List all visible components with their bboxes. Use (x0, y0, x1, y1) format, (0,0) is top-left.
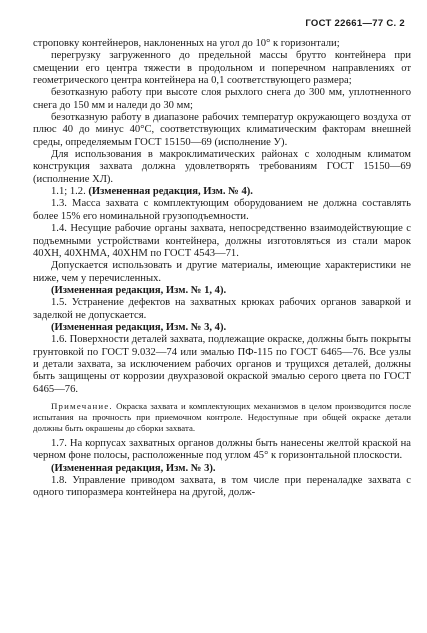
amendment-note: (Измененная редакция, Изм. № 4). (88, 186, 253, 198)
paragraph: Допускается использовать и другие материалы, имеющие характеристики не ниже, чем у перечисленных. (33, 260, 411, 284)
paragraph: 1.6. Поверхности деталей захвата, подлежащие окраске, должны быть покрыты грунтовкой по ГОСТ 9.032—74 или эмалью ПФ-115 по ГОСТ 6465—76. Все узлы и детали захвата, за исключением рабочих органов и трущихся деталей, должны быть защищены от коррозии двухразовой окраской эмалью серого цвета по ГОСТ 6465—76. (33, 334, 411, 395)
paragraph: 1.5. Устранение дефектов на захватных крюках рабочих органов заваркой и заделкой не допускается. (33, 297, 411, 321)
amendment-note: (Измененная редакция, Изм. № 3, 4). (51, 321, 227, 333)
page-header: ГОСТ 22661—77 С. 2 (305, 18, 405, 29)
paragraph: 1.4. Несущие рабочие органы захвата, непосредственно взаимодействующие с подъемными устройствами контейнера, должны изготовляться из стали марок 40ХН, 40ХНМА, 40ХНМ по ГОСТ 4543—71. (33, 223, 411, 259)
amendment-note: (Измененная редакция, Изм. № 1, 4). (51, 284, 227, 296)
paragraph: 1.8. Управление приводом захвата, в том числе при переналадке захвата с одного типоразмера контейнера на другой, долж- (33, 475, 411, 499)
paragraph: строповку контейнеров, наклоненных на угол до 10° к горизонтали; (33, 38, 340, 49)
paragraph: безотказную работу при высоте слоя рыхлого снега до 300 мм, уплотненного снега до 150 мм и наледи до 30 мм; (33, 87, 411, 111)
document-body (33, 38, 411, 500)
paragraph: Для использования в макроклиматических районах с холодным климатом конструкция захвата должна удовлетворять требованиям ГОСТ 15150—69 (исполнение ХЛ). (33, 149, 411, 185)
paragraph (33, 285, 411, 297)
paragraph (33, 322, 411, 334)
paragraph: 1.3. Масса захвата с комплектующим оборудованием не должна составлять более 15% его номинальной грузоподъемности. (33, 198, 411, 222)
paragraph: безотказную работу в диапазоне рабочих температур окружающего воздуха от плюс 40 до минус 40°С, соответствующих климатическим факторам внешней среды, определяемым ГОСТ 15150—69 (исполнение У). (33, 112, 411, 148)
paragraph: перегрузку загруженного до предельной массы брутто контейнера при смещении его центра тяжести в продольном и поперечном направлениях от геометрического центра контейнера на 0,1 соответствующего размера; (33, 50, 411, 87)
amendment-note: (Измененная редакция, Изм. № 3). (51, 462, 216, 474)
paragraph: 1.1; 1.2. (Измененная редакция, Изм. № 4). (51, 186, 253, 198)
paragraph: 1.7. На корпусах захватных органов должны быть нанесены желтой краской на черном фоне полосы, расположенные под углом 45° к горизонтальной плоскости. (33, 437, 411, 462)
note: Примечание. Окраска захвата и комплектующих механизмов в целом производится после испытания на прочность при приемочном контроле. Недоступные при общей окраске детали должны быть окрашены до сборки захвата. (33, 400, 411, 433)
note-label: Примечание. (51, 400, 113, 411)
paragraph (33, 463, 411, 475)
